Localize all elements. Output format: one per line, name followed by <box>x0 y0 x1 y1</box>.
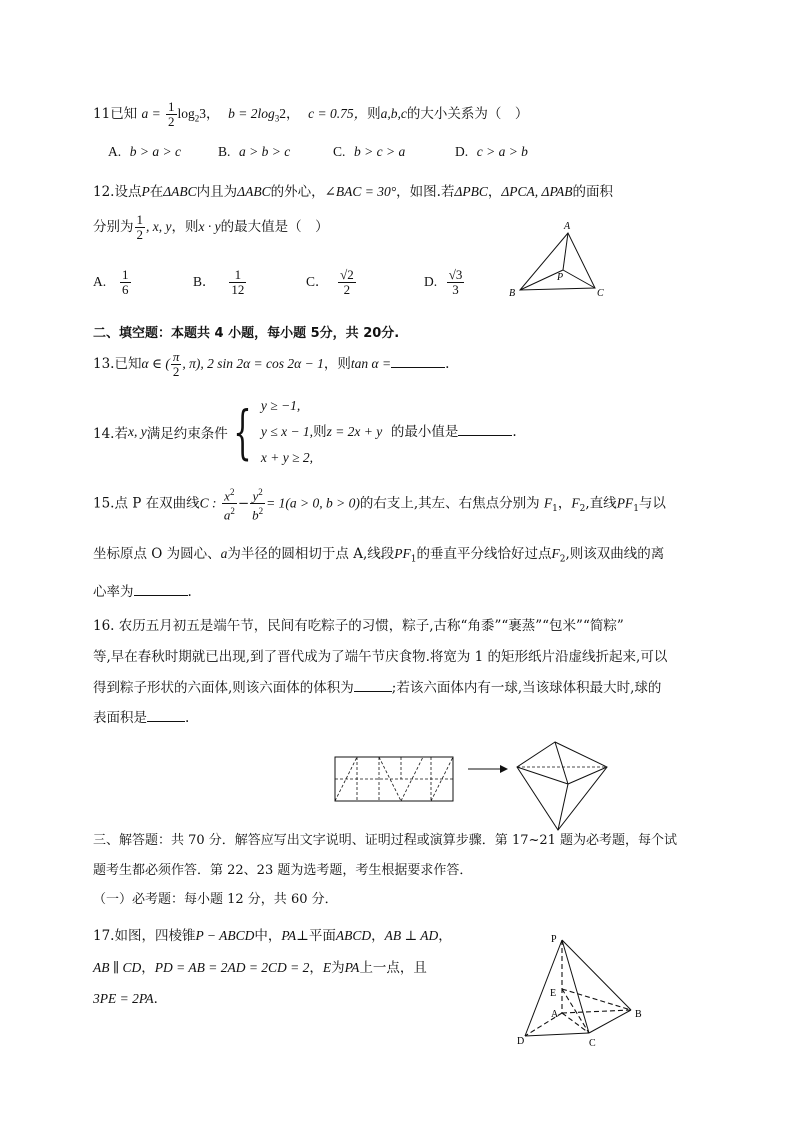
q14-answer-blank[interactable] <box>458 425 512 436</box>
q11-option-c[interactable]: C. b > c > a <box>333 144 406 159</box>
q16-line4: 表面积是 . <box>93 710 190 726</box>
q11-option-d[interactable]: D. c > a > b <box>455 144 528 159</box>
q16-folding-figure <box>330 740 630 835</box>
fig-label-c: C <box>589 1038 596 1049</box>
q12-half-fraction: $\frac{1}{2}$ <box>136 212 143 242</box>
q12-option-a[interactable]: A. $\frac{1}{6}$ <box>93 267 129 297</box>
section-3-subtitle: （一）必考题：每小题 12 分，共 60 分． <box>93 892 338 907</box>
q17-line1: 17.如图，四棱锥P − ABCD中，PA⊥平面ABCD，AB ⊥ AD， <box>93 928 452 944</box>
fig-label-a: A <box>551 1009 559 1020</box>
section-3-line2: 题考生都必须作答．第 22、23 题为选考题，考生根据要求作答． <box>93 863 473 878</box>
q11-option-b[interactable]: B. a > b > c <box>218 144 291 159</box>
q12-option-c[interactable]: C． $\frac{√2}{2}$ <box>306 267 354 297</box>
q15-line2: 坐标原点 O 为圆心、a为半径的圆相切于点 A,线段$PF_1$的垂直平分线恰好过点$F_2$,则该双曲线的离 <box>93 546 665 565</box>
section-3-line1: 三、解答题：共 70 分．解答应写出文字说明、证明过程或演算步骤．第 17~21 题为必考题，每个试 <box>93 833 678 848</box>
q17-line2: AB ∥ CD，PD = AB = 2AD = 2CD = 2，E为PA上一点，且 <box>93 960 427 976</box>
q16-line3: 得到粽子形状的六面体,则该六面体的体积为 ;若该六面体内有一球,当该球体积最大时,球的 <box>93 680 662 696</box>
fig-label-p: P <box>557 272 564 283</box>
q12-triangle-figure <box>500 218 620 303</box>
fig-label-c: C <box>597 288 604 299</box>
fig-label-d: D <box>517 1036 525 1047</box>
fig-label-p: P <box>551 934 557 945</box>
q15-answer-blank[interactable] <box>134 585 188 596</box>
fig-label-b: B <box>635 1009 642 1020</box>
q13-pi-fraction: $\frac{\pi}{2}$ <box>172 349 180 379</box>
fig-label-a: A <box>564 221 571 232</box>
q15-line3: 心率为 . <box>93 584 192 600</box>
fig-label-b: B <box>509 288 516 299</box>
q12-stem-line1: 12.设点P在ΔABC内且为ΔABC的外心，∠BAC = 30°，如图.若ΔPBC，ΔPCA, ΔPAB的面积 <box>93 184 613 200</box>
q14-stem: 14.若x, y满足约束条件{ y ≥ −1, y ≤ x − 1,则z = 2x + y 的最小值是 . x + y ≥ 2, <box>93 393 517 471</box>
q12-option-d[interactable]: D. $\frac{√3}{3}$ <box>424 267 463 297</box>
fig-label-e: E <box>550 988 557 999</box>
q16-volume-blank[interactable] <box>354 681 392 692</box>
q11-stem: 11已知 a = $\frac{1}{2}$ $\log_23$， $b = 2\log_32$， c = 0.75，则a,b,c的大小关系为（ ） <box>93 99 529 129</box>
q12-stem-line2: 分别为 $\frac{1}{2}$ , x, y，则x · y的最大值是（ ） <box>93 212 329 242</box>
q11-number: 11 <box>93 106 111 122</box>
q11-option-a[interactable]: A. b > a > c <box>108 144 181 159</box>
q16-surface-blank[interactable] <box>147 711 185 722</box>
q13-stem: 13.已知α ∈ ( $\frac{\pi}{2}$ , π), 2 sin 2α = cos 2α − 1，则tan α = . <box>93 349 450 379</box>
q14-brace: { <box>232 398 252 466</box>
q13-answer-blank[interactable] <box>391 357 445 368</box>
q14-constraint-system: y ≥ −1, y ≤ x − 1,则z = 2x + y 的最小值是 . x + y ≥ 2, <box>260 398 517 465</box>
q16-line2: 等,早在春秋时期就已出现,到了晋代成为了端午节庆食物.将宽为 1 的矩形纸片沿虚线折起来,可以 <box>93 649 668 665</box>
q11-half-fraction: $\frac{1}{2}$ <box>168 99 175 129</box>
section-2-title: 二、填空题：本题共 4 小题，每小题 5分，共 20分. <box>93 326 400 341</box>
q15-line1: 15.点 P 在双曲线C : $\frac{x^2}{a^2}$ − $\frac{y^2}{b^2}$ = 1(a > 0, b > 0)的右支上,其左、右焦点分别为 $F_1$，$F_2$,直线$PF_1$与以 <box>93 487 666 523</box>
q12-option-b[interactable]: B． $\frac{1}{12}$ <box>193 267 245 297</box>
q16-line1: 16. 农历五月初五是端午节，民间有吃粽子的习惯，粽子,古称“角黍”“裹蒸”“包米”“简粽” <box>93 618 624 634</box>
q17-line3: 3PE = 2PA． <box>93 991 168 1007</box>
q17-pyramid-figure <box>505 928 655 1053</box>
